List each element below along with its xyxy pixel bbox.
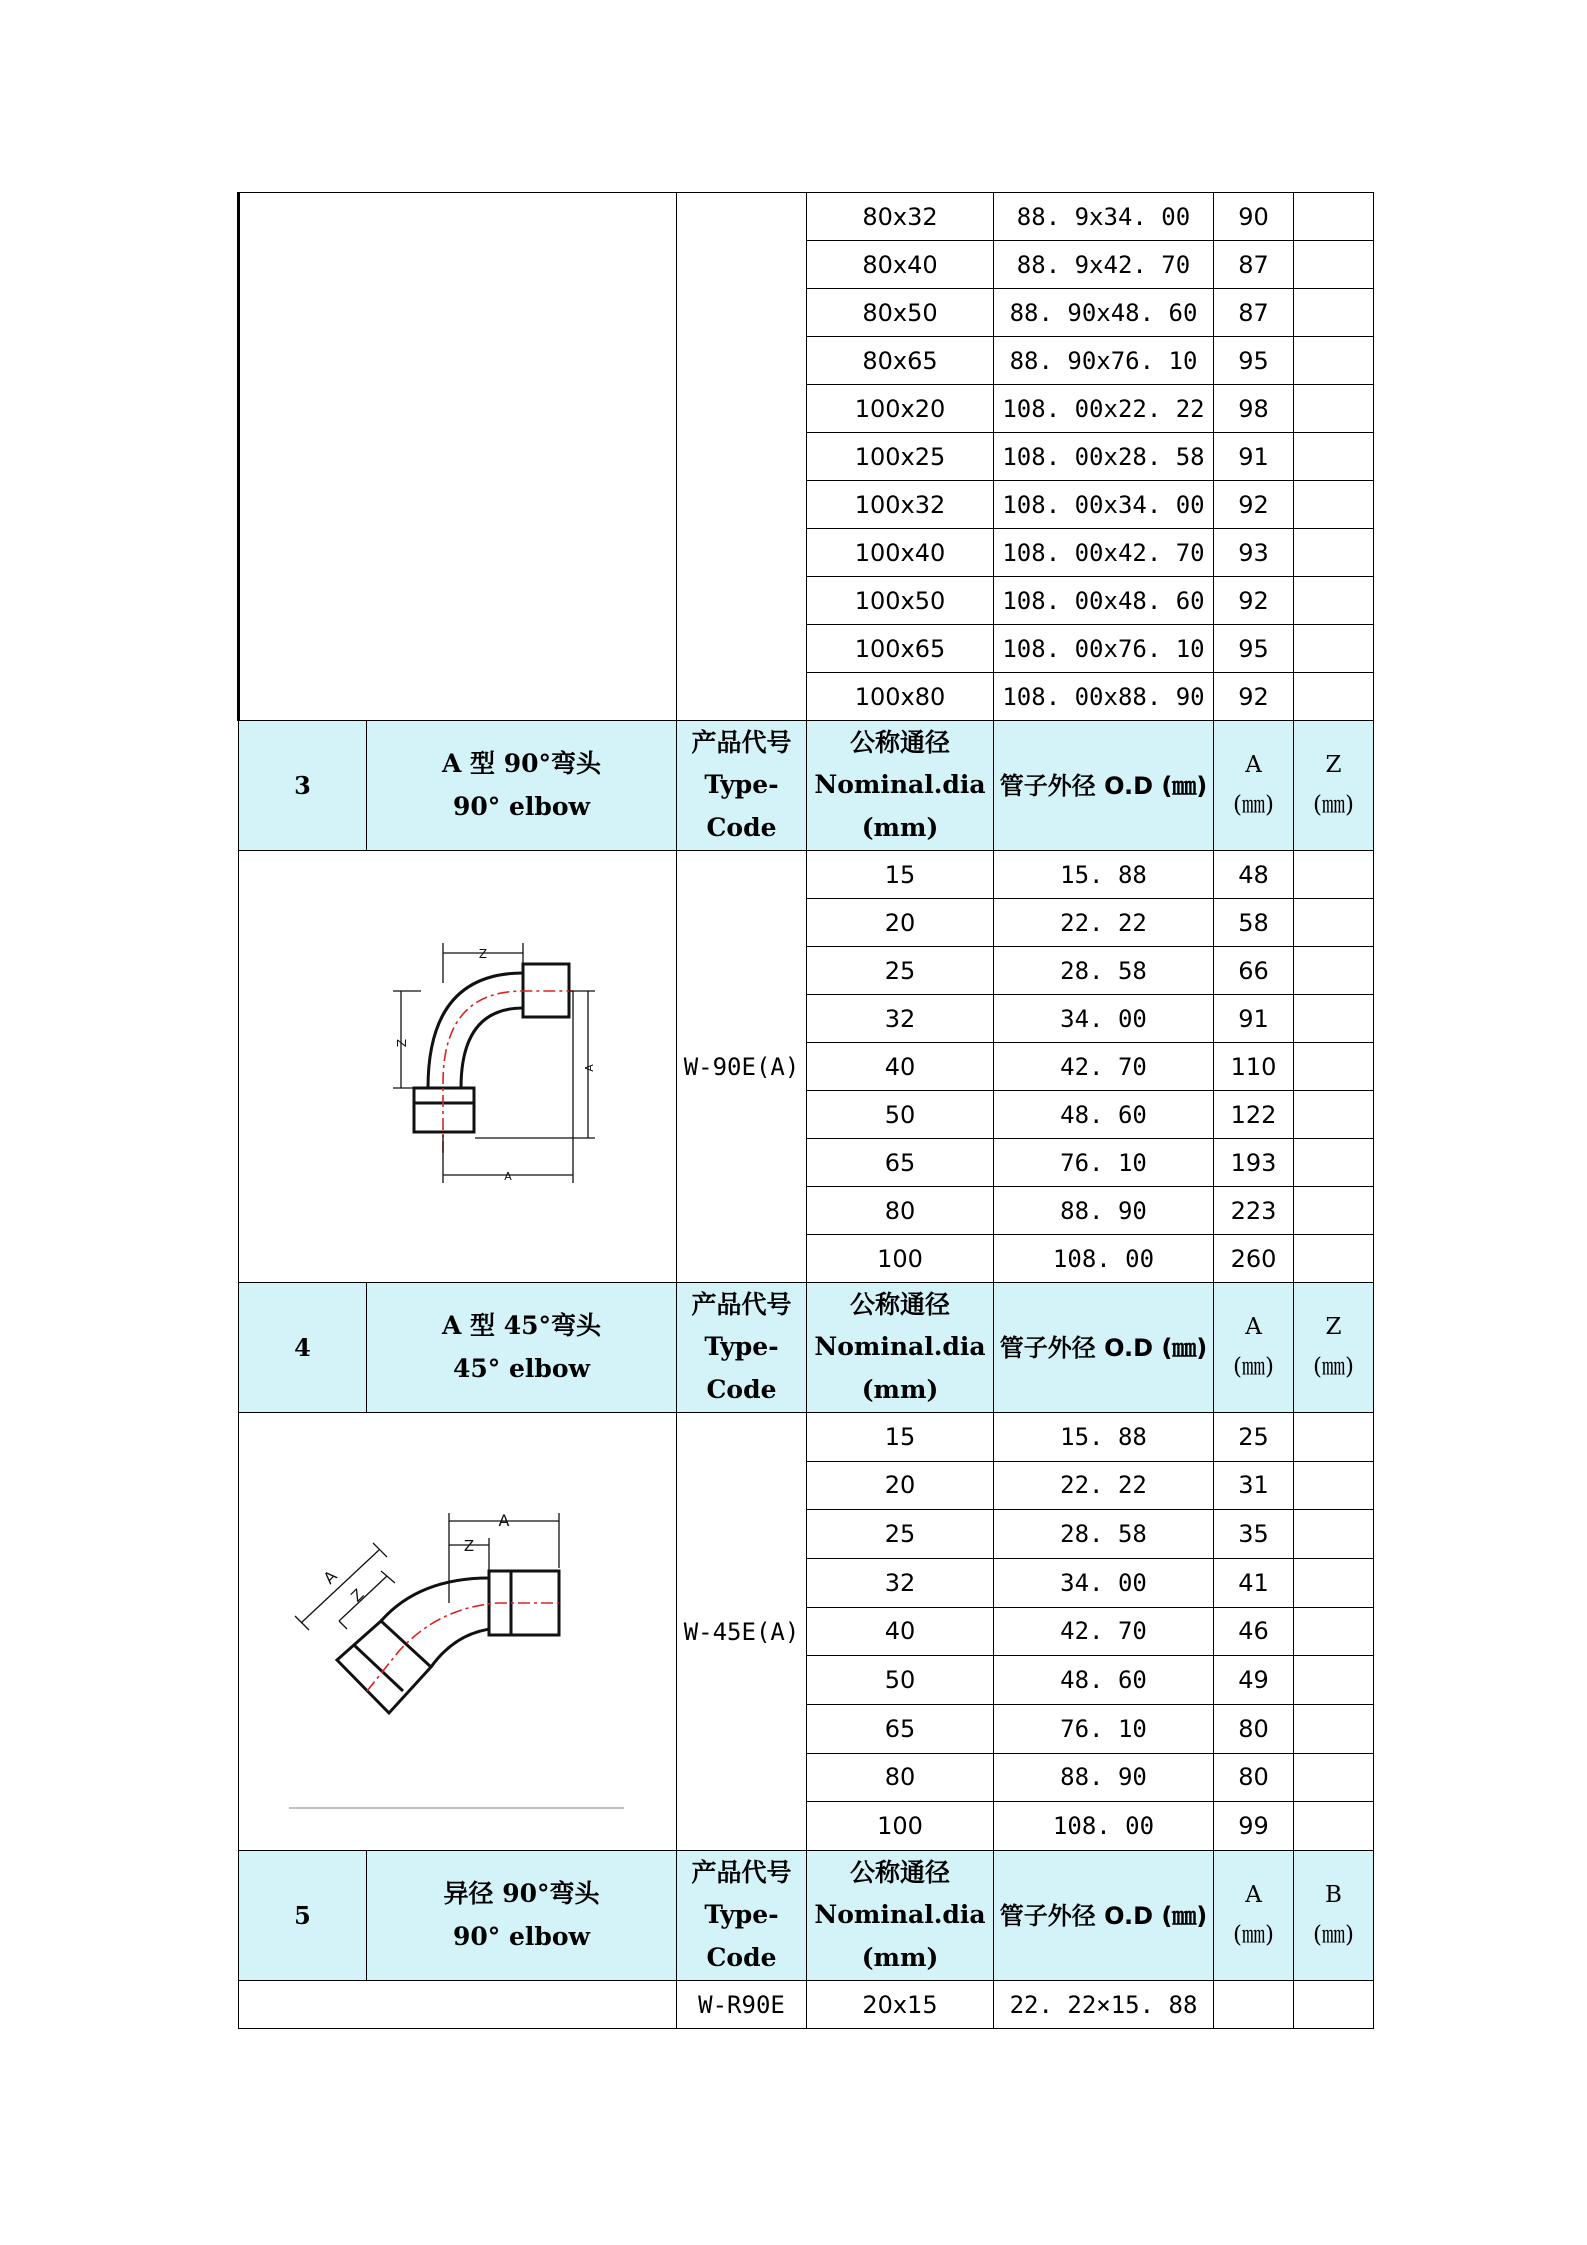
- nominal-dia-cell: 20x15: [807, 1981, 994, 2029]
- label-z-side: Z: [394, 1038, 409, 1048]
- dim-a-header-unit: (㎜): [1233, 791, 1274, 818]
- dim-z-cell: [1294, 1139, 1374, 1187]
- dim-z-cell: [1294, 529, 1374, 577]
- nominal-dia-cell: 65: [807, 1139, 994, 1187]
- dim-z-cell: [1294, 1461, 1374, 1510]
- nominal-dia-cell: 25: [807, 1510, 994, 1559]
- product-name-en: 90° elbow: [452, 791, 591, 821]
- blank-image-cell: [239, 193, 677, 721]
- outer-diameter-cell: 88. 90x48. 60: [994, 289, 1214, 337]
- type-code-header: [677, 1851, 807, 1981]
- outer-diameter-cell: 48. 60: [994, 1091, 1214, 1139]
- dim-a-cell: 122: [1214, 1091, 1294, 1139]
- dim-z-cell: [1294, 193, 1374, 241]
- dim-a-cell: 90: [1214, 193, 1294, 241]
- product-name-en: 90° elbow: [452, 1921, 591, 1951]
- dim-a-header-label: A: [1245, 1882, 1262, 1909]
- section-number: 4: [239, 1283, 367, 1413]
- dim-b-cell: [1294, 1981, 1374, 2029]
- outer-diameter-cell: 15. 88: [994, 851, 1214, 899]
- product-name-cn: A 型 45°弯头: [441, 1311, 602, 1340]
- dim-z-cell: [1294, 625, 1374, 673]
- dim-a-cell: 95: [1214, 337, 1294, 385]
- outer-diameter-cell: 22. 22: [994, 899, 1214, 947]
- dim-a-cell: 80: [1214, 1753, 1294, 1802]
- dim-a-cell: 46: [1214, 1607, 1294, 1656]
- type-code-header: [677, 1283, 807, 1413]
- dim-a-cell: 95: [1214, 625, 1294, 673]
- dim-z-cell: [1294, 1704, 1374, 1753]
- nominal-dia-cell: 32: [807, 1558, 994, 1607]
- nominal-dia-cell: 50: [807, 1091, 994, 1139]
- nominal-dia-cell: 100x40: [807, 529, 994, 577]
- nominal-dia-cell: 80x40: [807, 241, 994, 289]
- type-code-header-cn: 产品代号: [691, 1289, 792, 1319]
- nominal-dia-cell: 20: [807, 1461, 994, 1510]
- dim-a-cell: 98: [1214, 385, 1294, 433]
- outer-diameter-header: 管子外径 O.D (㎜): [994, 721, 1214, 851]
- outer-diameter-cell: 108. 00x28. 58: [994, 433, 1214, 481]
- dim-a-cell: 80: [1214, 1704, 1294, 1753]
- outer-diameter-cell: 88. 90: [994, 1753, 1214, 1802]
- dim-z-cell: [1294, 1413, 1374, 1462]
- outer-diameter-cell: 48. 60: [994, 1656, 1214, 1705]
- nominal-dia-cell: 100x50: [807, 577, 994, 625]
- dim-z-header-unit: (㎜): [1313, 1353, 1354, 1380]
- nominal-dia-header: [807, 721, 994, 851]
- outer-diameter-cell: 22. 22: [994, 1461, 1214, 1510]
- table-row: [239, 1413, 1374, 1462]
- nominal-dia-cell: 15: [807, 851, 994, 899]
- dim-z-header-unit: (㎜): [1313, 791, 1354, 818]
- type-code-header-en: Type-Code: [704, 1900, 779, 1972]
- dim-a-cell: 49: [1214, 1656, 1294, 1705]
- table-row: [239, 851, 1374, 899]
- nominal-dia-cell: 32: [807, 995, 994, 1043]
- product-name-cn: A 型 90°弯头: [441, 749, 602, 778]
- outer-diameter-cell: 76. 10: [994, 1704, 1214, 1753]
- nominal-dia-cell: 100: [807, 1235, 994, 1283]
- dim-z-cell: [1294, 1656, 1374, 1705]
- dim-a-cell: 92: [1214, 577, 1294, 625]
- dim-a-header: [1214, 1283, 1294, 1413]
- nominal-dia-cell: 15: [807, 1413, 994, 1462]
- dim-z-cell: [1294, 947, 1374, 995]
- type-code-header-en: Type-Code: [704, 770, 779, 842]
- nominal-dia-cell: 80: [807, 1753, 994, 1802]
- blank-type-code-cell: [677, 193, 807, 721]
- dim-a-header: [1214, 1851, 1294, 1981]
- nominal-dia-cell: 65: [807, 1704, 994, 1753]
- dim-a-cell: 87: [1214, 241, 1294, 289]
- dim-z-cell: [1294, 1558, 1374, 1607]
- dim-a-cell: 93: [1214, 529, 1294, 577]
- dim-z-cell: [1294, 385, 1374, 433]
- section-header-row: [239, 721, 1374, 851]
- nominal-dia-cell: 80: [807, 1187, 994, 1235]
- label-a-diag: A: [319, 1566, 341, 1588]
- dim-z-cell: [1294, 673, 1374, 721]
- dim-a-cell: 31: [1214, 1461, 1294, 1510]
- section-header-row: [239, 1851, 1374, 1981]
- nominal-dia-header-unit: (mm): [861, 1942, 939, 1972]
- dim-z-cell: [1294, 241, 1374, 289]
- product-diagram-cell: [239, 851, 677, 1283]
- nominal-dia-header-en: Nominal.dia: [814, 1332, 986, 1362]
- outer-diameter-cell: 15. 88: [994, 1413, 1214, 1462]
- nominal-dia-cell: 100x65: [807, 625, 994, 673]
- label-z-top: Z: [463, 1537, 475, 1555]
- label-a-bottom: A: [503, 1170, 512, 1183]
- outer-diameter-cell: 108. 00x22. 22: [994, 385, 1214, 433]
- outer-diameter-cell: 28. 58: [994, 947, 1214, 995]
- dim-a-cell: [1214, 1981, 1294, 2029]
- dim-z-cell: [1294, 1091, 1374, 1139]
- nominal-dia-cell: 25: [807, 947, 994, 995]
- label-a-top: A: [498, 1511, 510, 1530]
- nominal-dia-header-cn: 公称通径: [849, 1289, 950, 1319]
- outer-diameter-header: 管子外径 O.D (㎜): [994, 1851, 1214, 1981]
- dim-z-cell: [1294, 1607, 1374, 1656]
- nominal-dia-cell: 40: [807, 1607, 994, 1656]
- outer-diameter-cell: 34. 00: [994, 995, 1214, 1043]
- label-a-side: A: [582, 1064, 596, 1072]
- label-z-top: Z: [478, 947, 487, 961]
- dim-z-header-label: Z: [1325, 752, 1342, 779]
- dim-a-header-label: A: [1245, 1314, 1262, 1341]
- dim-b-header: [1294, 1851, 1374, 1981]
- outer-diameter-cell: 108. 00: [994, 1235, 1214, 1283]
- nominal-dia-header-unit: (mm): [861, 812, 939, 842]
- dim-b-header-label: B: [1325, 1882, 1342, 1909]
- nominal-dia-header-cn: 公称通径: [849, 1857, 950, 1887]
- outer-diameter-cell: 108. 00x48. 60: [994, 577, 1214, 625]
- dim-z-header: [1294, 1283, 1374, 1413]
- type-code-header-cn: 产品代号: [691, 1857, 792, 1887]
- dim-a-cell: 87: [1214, 289, 1294, 337]
- nominal-dia-header: [807, 1851, 994, 1981]
- fittings-spec-table: [237, 192, 1374, 2029]
- type-code-cell: W-R90E: [677, 1981, 807, 2029]
- product-name-cell: [367, 1283, 677, 1413]
- elbow-45-diagram: [239, 1413, 677, 1843]
- section-number: 3: [239, 721, 367, 851]
- dim-z-cell: [1294, 577, 1374, 625]
- dim-b-header-unit: (㎜): [1313, 1921, 1354, 1948]
- dim-a-cell: 223: [1214, 1187, 1294, 1235]
- dim-z-cell: [1294, 1753, 1374, 1802]
- outer-diameter-cell: 42. 70: [994, 1043, 1214, 1091]
- product-diagram-cell: [239, 1413, 677, 1851]
- nominal-dia-header-unit: (mm): [861, 1374, 939, 1404]
- outer-diameter-cell: 88. 90: [994, 1187, 1214, 1235]
- outer-diameter-cell: 88. 90x76. 10: [994, 337, 1214, 385]
- outer-diameter-cell: 108. 00x34. 00: [994, 481, 1214, 529]
- dim-z-cell: [1294, 899, 1374, 947]
- outer-diameter-cell: 42. 70: [994, 1607, 1214, 1656]
- dim-a-cell: 260: [1214, 1235, 1294, 1283]
- dim-z-header: [1294, 721, 1374, 851]
- outer-diameter-cell: 34. 00: [994, 1558, 1214, 1607]
- nominal-dia-cell: 100: [807, 1802, 994, 1851]
- dim-a-cell: 66: [1214, 947, 1294, 995]
- dim-a-cell: 58: [1214, 899, 1294, 947]
- nominal-dia-header: [807, 1283, 994, 1413]
- product-name-cn: 异径 90°弯头: [443, 1879, 600, 1908]
- dim-a-cell: 91: [1214, 995, 1294, 1043]
- type-code-header-en: Type-Code: [704, 1332, 779, 1404]
- nominal-dia-cell: 100x32: [807, 481, 994, 529]
- blank-image-cell: [239, 1981, 677, 2029]
- outer-diameter-cell: 108. 00x76. 10: [994, 625, 1214, 673]
- dim-z-cell: [1294, 1802, 1374, 1851]
- section-header-row: [239, 1283, 1374, 1413]
- table-row: [239, 1981, 1374, 2029]
- nominal-dia-cell: 40: [807, 1043, 994, 1091]
- nominal-dia-cell: 20: [807, 899, 994, 947]
- dim-a-cell: 41: [1214, 1558, 1294, 1607]
- dim-z-cell: [1294, 1235, 1374, 1283]
- dim-a-header-unit: (㎜): [1233, 1353, 1274, 1380]
- outer-diameter-cell: 88. 9x34. 00: [994, 193, 1214, 241]
- dim-z-cell: [1294, 337, 1374, 385]
- outer-diameter-cell: 28. 58: [994, 1510, 1214, 1559]
- nominal-dia-cell: 100x25: [807, 433, 994, 481]
- nominal-dia-header-en: Nominal.dia: [814, 1900, 986, 1930]
- dim-z-cell: [1294, 289, 1374, 337]
- dim-z-cell: [1294, 851, 1374, 899]
- dim-a-header-unit: (㎜): [1233, 1921, 1274, 1948]
- nominal-dia-header-en: Nominal.dia: [814, 770, 986, 800]
- dim-z-header-label: Z: [1325, 1314, 1342, 1341]
- type-code-header-cn: 产品代号: [691, 727, 792, 757]
- nominal-dia-header-cn: 公称通径: [849, 727, 950, 757]
- dim-a-cell: 92: [1214, 673, 1294, 721]
- product-name-cell: [367, 721, 677, 851]
- label-z-diag: Z: [347, 1585, 368, 1606]
- product-name-en: 45° elbow: [452, 1353, 591, 1383]
- dim-a-cell: 193: [1214, 1139, 1294, 1187]
- section-number: 5: [239, 1851, 367, 1981]
- outer-diameter-cell: 108. 00x88. 90: [994, 673, 1214, 721]
- product-name-cell: [367, 1851, 677, 1981]
- dim-a-cell: 99: [1214, 1802, 1294, 1851]
- dim-a-cell: 48: [1214, 851, 1294, 899]
- nominal-dia-cell: 100x80: [807, 673, 994, 721]
- dim-z-cell: [1294, 433, 1374, 481]
- dim-z-cell: [1294, 995, 1374, 1043]
- nominal-dia-cell: 80x50: [807, 289, 994, 337]
- nominal-dia-cell: 80x32: [807, 193, 994, 241]
- type-code-header: [677, 721, 807, 851]
- outer-diameter-cell: 76. 10: [994, 1139, 1214, 1187]
- dim-z-cell: [1294, 1187, 1374, 1235]
- dim-a-cell: 35: [1214, 1510, 1294, 1559]
- dim-z-cell: [1294, 481, 1374, 529]
- outer-diameter-cell: 108. 00: [994, 1802, 1214, 1851]
- dim-a-header-label: A: [1245, 752, 1262, 779]
- type-code-cell: W-45E(A): [677, 1413, 807, 1851]
- outer-diameter-cell: 22. 22×15. 88: [994, 1981, 1214, 2029]
- dim-z-cell: [1294, 1043, 1374, 1091]
- dim-a-cell: 91: [1214, 433, 1294, 481]
- outer-diameter-cell: 108. 00x42. 70: [994, 529, 1214, 577]
- table-row: [239, 193, 1374, 241]
- nominal-dia-cell: 80x65: [807, 337, 994, 385]
- dim-a-cell: 110: [1214, 1043, 1294, 1091]
- dim-a-cell: 25: [1214, 1413, 1294, 1462]
- dim-a-cell: 92: [1214, 481, 1294, 529]
- dim-a-header: [1214, 721, 1294, 851]
- nominal-dia-cell: 100x20: [807, 385, 994, 433]
- type-code-cell: W-90E(A): [677, 851, 807, 1283]
- elbow-90-diagram: [303, 853, 613, 1273]
- dim-z-cell: [1294, 1510, 1374, 1559]
- outer-diameter-cell: 88. 9x42. 70: [994, 241, 1214, 289]
- nominal-dia-cell: 50: [807, 1656, 994, 1705]
- outer-diameter-header: 管子外径 O.D (㎜): [994, 1283, 1214, 1413]
